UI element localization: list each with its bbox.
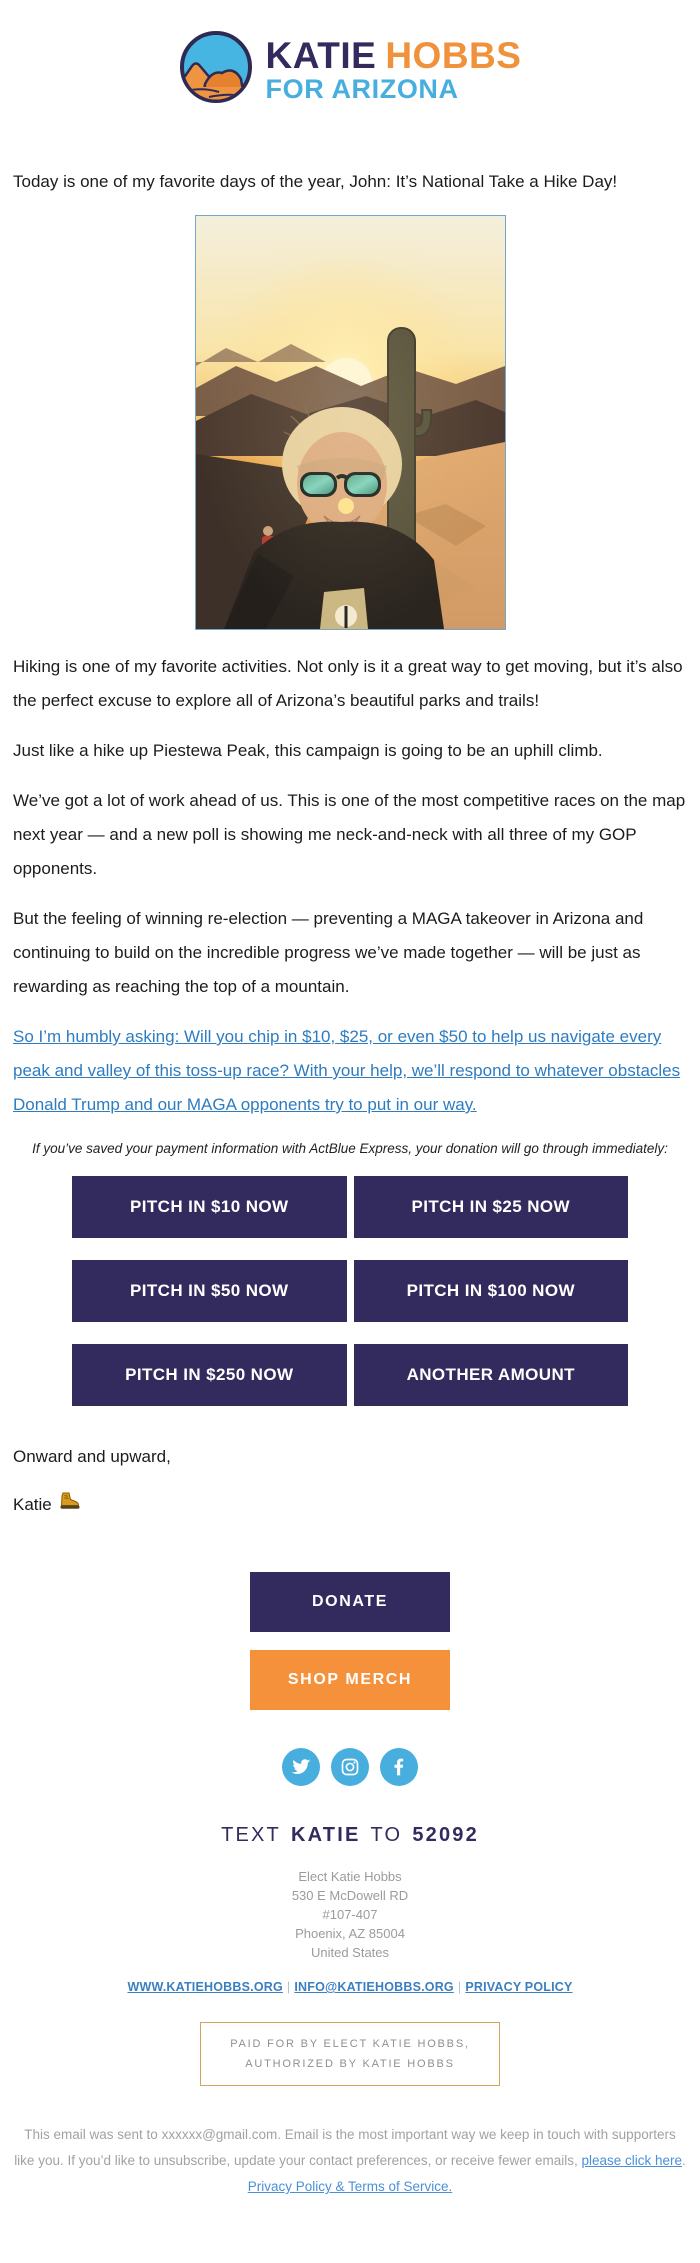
privacy-terms-link[interactable]: Privacy Policy & Terms of Service. (247, 2179, 453, 2194)
website-link[interactable]: WWW.KATIEHOBBS.ORG (127, 1980, 283, 1994)
donation-button-grid (72, 1176, 628, 1406)
donation-ask-link[interactable]: So I’m humbly asking: Will you chip in $10, $25, or even $50 to help us navigate every peak and valley of this toss-up race? With your help, we’ll respond to whatever obstacles Donald Trump and our MAGA opponents try to put in our way. (13, 1027, 681, 1114)
brand-last-name: HOBBS (385, 34, 522, 76)
disclaimer-line: AUTHORIZED BY KATIE HOBBS (245, 2058, 455, 2070)
paragraph-piestewa: Just like a hike up Piestewa Peak, this campaign is going to be an uphill climb. (13, 741, 603, 760)
campaign-address (0, 1867, 700, 1962)
unsubscribe-link[interactable]: please click here (581, 2153, 683, 2168)
address-line: #107-407 (322, 1907, 378, 1922)
pitch-in-50-button[interactable]: PITCH IN $50 NOW (72, 1260, 347, 1322)
email-link[interactable]: INFO@KATIEHOBBS.ORG (294, 1980, 454, 1994)
paid-for-disclaimer-box (200, 2022, 500, 2086)
campaign-logo (0, 0, 700, 109)
facebook-icon[interactable] (380, 1748, 418, 1786)
signoff-text: Onward and upward, (13, 1447, 171, 1466)
sms-keyword: KATIE (290, 1824, 361, 1846)
sms-to-label: TO (370, 1824, 403, 1846)
paragraph-competitive-race: We’ve got a lot of work ahead of us. This is one of the most competitive races on the map next year — and a new poll is showing me neck-and-neck with all three of my GOP opponents. (13, 791, 686, 878)
address-line: 530 E McDowell RD (291, 1888, 409, 1903)
signature-name: Katie (13, 1495, 52, 1514)
fine-print-footer (14, 2122, 686, 2200)
sms-number: 52092 (412, 1824, 479, 1846)
another-amount-button[interactable]: ANOTHER AMOUNT (354, 1344, 629, 1406)
sms-keyword-line (0, 1824, 700, 1847)
pitch-in-100-button[interactable]: PITCH IN $100 NOW (354, 1260, 629, 1322)
social-icons-row (0, 1748, 700, 1786)
pitch-in-250-button[interactable]: PITCH IN $250 NOW (72, 1344, 347, 1406)
fine-print-text: . (682, 2153, 686, 2168)
hiking-boot-icon (59, 1488, 81, 1522)
address-line: Elect Katie Hobbs (298, 1869, 402, 1884)
hike-selfie-photo (195, 215, 506, 630)
paragraph-hiking: Hiking is one of my favorite activities. Not only is it a great way to get moving, but it’s also the perfect excuse to explore all of Arizona’s beautiful parks and trails! (13, 657, 683, 710)
brand-first-name: KATIE (265, 34, 377, 76)
privacy-policy-link[interactable]: PRIVACY POLICY (465, 1980, 573, 1994)
logo-wordmark (265, 34, 522, 104)
donate-button[interactable]: DONATE (250, 1572, 450, 1632)
email-body (0, 165, 700, 1522)
pitch-in-10-button[interactable]: PITCH IN $10 NOW (72, 1176, 347, 1238)
twitter-icon[interactable] (282, 1748, 320, 1786)
address-line: United States (310, 1945, 390, 1960)
signature-line (13, 1488, 687, 1522)
footer-links-row (0, 1980, 700, 1994)
pitch-in-25-button[interactable]: PITCH IN $25 NOW (354, 1176, 629, 1238)
instagram-icon[interactable] (331, 1748, 369, 1786)
fine-print-text: This email was sent to xxxxxx@gmail.com. Email is the most important way we keep in touch with supporters like you. If you’d like to unsubscribe, update your contact preferences, or receive fewer emails, (14, 2127, 676, 2168)
link-separator: | (286, 1980, 291, 1994)
sms-text-label: TEXT (221, 1824, 281, 1846)
actblue-express-note: If you’ve saved your payment information with ActBlue Express, your donation will go through immediately: (32, 1141, 668, 1156)
shop-merch-button[interactable]: SHOP MERCH (250, 1650, 450, 1710)
link-separator: | (457, 1980, 462, 1994)
disclaimer-line: PAID FOR BY ELECT KATIE HOBBS, (230, 2038, 470, 2050)
paragraph-reelection: But the feeling of winning re-election — preventing a MAGA takeover in Arizona and continuing to build on the incredible progress we’ve made together — will be just as rewarding as reaching the top of a mountain. (13, 909, 644, 996)
brand-tagline: FOR ARIZONA (265, 73, 459, 104)
address-line: Phoenix, AZ 85004 (295, 1926, 405, 1941)
paragraph-intro: Today is one of my favorite days of the year, John: It’s National Take a Hike Day! (13, 172, 618, 191)
desert-circle-logo-icon (179, 30, 253, 109)
